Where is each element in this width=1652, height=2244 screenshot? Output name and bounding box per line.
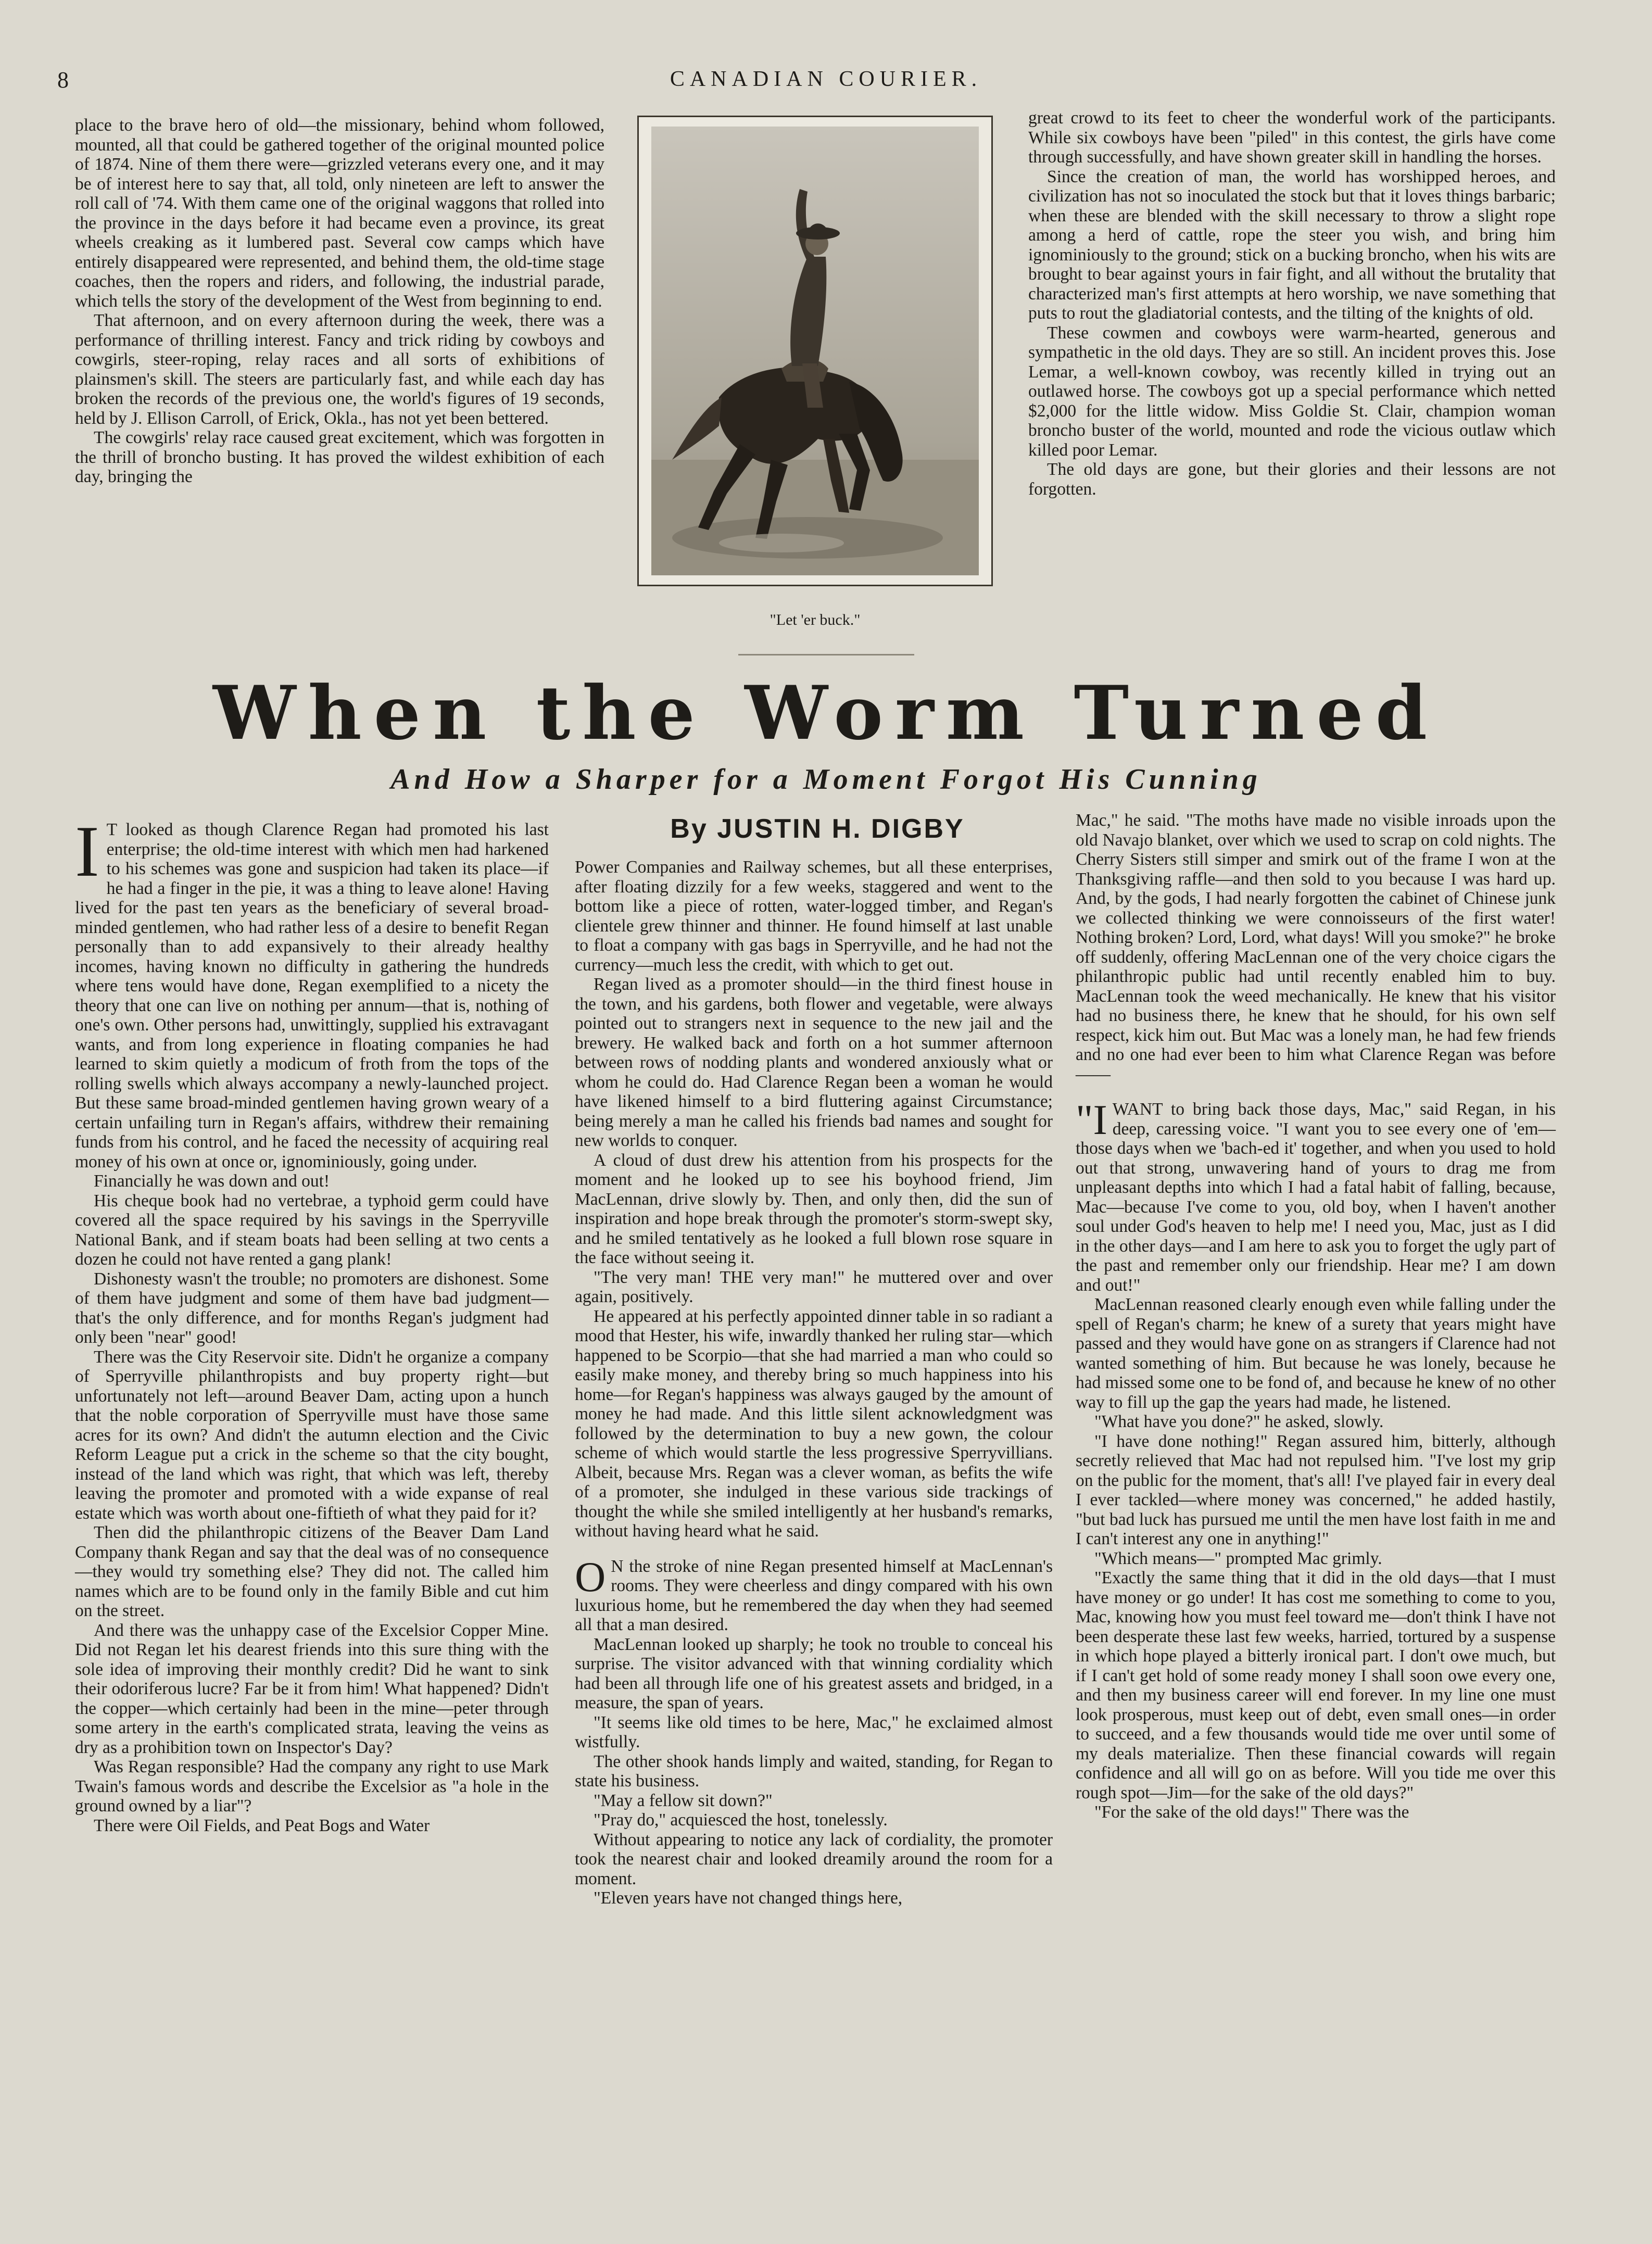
story-paragraph: There was the City Reservoir site. Didn't he organize a company of Sperryville philanthropists and buy property right—but unfortunately not left—around Beaver Dam, acting upon a hunch that the noble corporation of Sperryville must have those same acres for its own? And didn't the autumn election and the Civic Reform League put a crick in the scheme so that the city bought, instead of the land which was right, that which was left, thereby leaving the promoter and promoted with a wide expanse of real estate which was worth about one-fiftieth of what they paid for it? xyxy=(75,1347,549,1523)
article-paragraph: place to the brave hero of old—the missionary, behind whom followed, mounted, all that could be gathered together of the original mounted police of 1874. Nine of them there were—grizzled veterans every one, and it may be of interest here to say that, all told, only nineteen are left to answer the roll call of '74. With them came one of the original waggons that rolled into the province in the days before it had became even a province, its great wheels creaking as it lumbered past. Several cow camps which have entirely disappeared were represented, and behind them, the old-time stage coaches, then the ropers and riders, and following, the industrial parade, which tells the story of the development of the West from beginning to end. xyxy=(75,116,604,311)
top-right-article-column xyxy=(1028,108,1556,499)
bronco-rider-illustration xyxy=(651,127,979,575)
article-paragraph: great crowd to its feet to cheer the wonderful work of the participants. While six cowboys have been "piled" in this contest, the girls have come through successfully, and have shown greater skill in handling the horses. xyxy=(1028,108,1556,167)
paragraph-text: WANT to bring back those days, Mac," said Regan, in his deep, caressing voice. "I want you to see every one of 'em—those days when we 'bach-ed it' together, and when you used to hold out that strong, unwavering hand of yours to drag me from unpleasant depths into which I had a fatal habit of falling, because, Mac—because I've come to you, old boy, when I haven't another soul under God's heaven to help me! I need you, Mac, just as I did in the other days—and I am here to ask you to forget the ugly part of the past and remember only our friendship. Hear me? I am down and out!" xyxy=(1076,1100,1556,1295)
story-paragraph: Without appearing to notice any lack of cordiality, the promoter took the nearest chair and looked dreamily around the room for a moment. xyxy=(575,1830,1053,1888)
story-paragraph: Dishonesty wasn't the trouble; no promoters are dishonest. Some of them have judgment and some of them have bad judgment—that's the only difference, and for months Regan's judgment had only been "near" good! xyxy=(75,1269,549,1347)
story-paragraph: "The very man! THE very man!" he muttered over and over again, positively. xyxy=(575,1267,1053,1306)
story-paragraph: MacLennan looked up sharply; he took no trouble to conceal his surprise. The visitor advanced with that winning cordiality which had been all through life one of his greatest assets and bridged, in a measure, the span of years. xyxy=(575,1634,1053,1712)
story-title: When the Worm Turned xyxy=(212,670,1440,757)
article-paragraph: That afternoon, and on every afternoon during the week, there was a performance of thrilling interest. Fancy and trick riding by cowboys and cowgirls, steer-roping, relay races and all sorts of exhibitions of plainsmen's skill. The steers are particularly fast, and while each day has broken the records of the previous one, the world's figures of 19 seconds, held by J. Ellison Carroll, of Erick, Okla., has not yet been bettered. xyxy=(75,311,604,428)
paragraph-text: T looked as though Clarence Regan had promoted his last enterprise; the old-time interest with which men had harkened to his schemes was gone and suspicion had taken its place—if he had a finger in the pie, it was a thing to leave alone! Having lived for the past ten years as the beneficiary of several broad-minded gentlemen, who had rather less of a desire to benefit Regan personally than to add expansively to their already healthy incomes, having known no difficulty in gathering the hundreds where tens would have done, Regan exemplified to a nicety the theory that one can live on nothing per annum—that is, nothing of one's own. Other persons had, unwittingly, supplied his extravagant wants, and from long experience in floating companies he had learned to skim quietly a modicum of froth from the tops of the rolling swells which always accompany a newly-launched project. But these same broad-minded gentlemen having grown weary of a certain unfailing turn in Regan's affairs, withdrew their remaining funds from his control, and he faced the necessity of acquiring real money of his own at once or, ignominiously, going under. xyxy=(75,820,549,1171)
story-paragraph: "May a fellow sit down?" xyxy=(594,1791,773,1810)
story-paragraph: And there was the unhappy case of the Excelsior Copper Mine. Did not Regan let his dearest friends into this sure thing with the sole idea of improving their monthly credit? Did he want to sink their odoriferous lucre? Far be it from him! What happened? Didn't the copper—which certainly had been in the mine—peter through some artery in the earth's complicated strata, leaving the veins as dry as a prohibition town on Inspector's Day? xyxy=(75,1620,549,1757)
bucking-horse-photo xyxy=(637,116,993,586)
story-paragraph: There were Oil Fields, and Peat Bogs and Water xyxy=(94,1816,430,1835)
story-paragraph: Regan lived as a promoter should—in the third finest house in the town, and his gardens, both flower and vegetable, were always pointed out to strangers next in sequence to the new jail and the brewery. He walked back and forth on a hot summer afternoon between rows of nodding plants and wondered anxiously what or whom he could do. Had Clarence Regan been a woman he would have likened himself to a bird fluttering against Circumstance; being merely a man he called his friends bad names and sought for new worlds to conquer. xyxy=(575,975,1053,1150)
paragraph-text: N the stroke of nine Regan presented himself at MacLennan's rooms. They were cheerless and dingy compared with his own luxurious home, but he remembered the day when they had seemed all that a man desired. xyxy=(575,1556,1053,1634)
story-paragraph: Mac," he said. "The moths have made no visible inroads upon the old Navajo blanket, over which we used to scrap on cold nights. The Cherry Sisters still simper and smirk out of the frame I won at the Thanksgiving raffle—and then sold to you because I was hard up. And, by the gods, I had nearly forgotten the cabinet of Chinese junk we collected thinking we were connoisseurs of the first water! Nothing broken? Lord, Lord, what days! Will you smoke?" he broke off suddenly, offering MacLennan one of the very choice cigars the philanthropic public had until recently enabled him to buy. MacLennan took the weed mechanically. He knew that his visitor had no business there, he knew that he should, for his own self respect, kick him out. But Mac was a lonely man, he had few friends and no one had ever been to him what Clarence Regan was before—— xyxy=(1076,811,1556,1084)
article-paragraph: Since the creation of man, the world has worshipped heroes, and civilization has not so inoculated the stock but that it loves things barbaric; when these are blended with the skill necessary to throw a slight rope among a herd of cattle, rope the steer you wish, and bring him ignominiously to the ground; stick on a bucking broncho, when his wits are brought to bear against yours in fair fight, and all without the brutality that characterized man's first attempts at hero worship, we nave something that puts to rout the gladiatorial contests, and the tilting of the knights of old. xyxy=(1028,167,1556,323)
section-break xyxy=(1076,1084,1556,1100)
story-column-1 xyxy=(75,811,549,1835)
story-paragraph: "Exactly the same thing that it did in the old days—that I must have money or go under! It has cost me something to come to you, Mac, knowing how you must feel toward me—don't think I have not been desperate these last few weeks, harried, tortured by a suspense in which hope played a bitterly ironical part. I don't owe much, but if I can't get hold of some ready money I shall soon owe every one, and then my business career will end forever. In my line one must look prosperous, must keep out of debt, even small ones—in order to succeed, and a few thousands would tide me over until some of my deals materialize. Then these financial cowards will regain confidence and all will go on as before. Will you tide me over this rough spot—Jim—for the sake of the old days?" xyxy=(1076,1568,1556,1802)
section-divider xyxy=(738,654,914,655)
story-paragraph: "I have done nothing!" Regan assured him, bitterly, although secretly relieved that Mac had not repulsed him. "I've lost my grip on the public for the moment, that's all! I've played fair in every deal I ever tackled—where money was concerned," he added hastily, "but bad luck has pursued me until the men have lost faith in me and I can't interest any one in anything!" xyxy=(1076,1431,1556,1548)
section-opening-paragraph xyxy=(575,1553,1053,1635)
story-paragraph: "For the sake of the old days!" There was the xyxy=(1094,1802,1409,1822)
story-paragraph: A cloud of dust drew his attention from his prospects for the moment and he looked up to see his boyhood friend, Jim MacLennan, drive slowly by. Then, and only then, did the sun of inspiration and hope break through the promoter's storm-swept sky, and he smiled tentatively as he looked a full blown rose square in the face without seeing it. xyxy=(575,1150,1053,1267)
story-subtitle: And How a Sharper for a Moment Forgot His Cunning xyxy=(390,763,1262,796)
story-paragraph: "Eleven years have not changed things here, xyxy=(594,1888,903,1908)
story-column-3 xyxy=(1076,811,1556,1822)
story-paragraph: "What have you done?" he asked, slowly. xyxy=(1094,1412,1384,1431)
story-paragraph: Then did the philanthropic citizens of the Beaver Dam Land Company thank Regan and say that the deal was of no consequence—they would try something else? They did not. The called him names which are to be found only in the family Bible and cut him on the street. xyxy=(75,1523,549,1620)
story-paragraph: Financially he was down and out! xyxy=(94,1171,330,1191)
drop-cap: I xyxy=(75,811,99,892)
story-paragraph: Was Regan responsible? Had the company any right to use Mark Twain's famous words and describe the Excelsior as "a hole in the ground owned by a liar"? xyxy=(75,1757,549,1816)
story-paragraph: "Pray do," acquiesced the host, tonelessly. xyxy=(594,1810,888,1830)
story-paragraph: The other shook hands limply and waited, standing, for Regan to state his business. xyxy=(575,1751,1053,1791)
article-paragraph: These cowmen and cowboys were warm-hearted, generous and sympathetic in the old days. They are so still. An incident proves this. Jose Lemar, a well-known cowboy, was recently killed in trying out an outlawed horse. The cowboys got up a special performance which netted $2,000 for the little widow. Miss Goldie St. Clair, champion woman broncho buster of the world, mounted and rode the vicious outlaw which killed poor Lemar. xyxy=(1028,323,1556,460)
article-paragraph: The old days are gone, but their glories and their lessons are not forgotten. xyxy=(1028,460,1556,499)
drop-cap: "I xyxy=(1076,1096,1107,1143)
story-paragraph: He appeared at his perfectly appointed dinner table in so radiant a mood that Hester, his wife, inwardly thanked her ruling star—which happened to be Scorpio—that she had married a man who could so easily make money, and thereby bring so much happiness into his home—for Regan's happiness was always gauged by the amount of money he had made. And this little silent acknowledgment was followed by the determination to buy a new gown, the colour scheme of which would startle the less progressive Sperryvillians. Albeit, because Mrs. Regan was a clever woman, as befits the wife of a promoter, she indulged in these various side trackings of thought the while she smiled intelligently at her husband's remarks, without having heard what he said. xyxy=(575,1306,1053,1541)
story-paragraph: His cheque book had no vertebrae, a typhoid germ could have covered all the space required by his savings in the Sperryville National Bank, and if steam boats had been selling at two cents a dozen he could not have rented a gang plank! xyxy=(75,1191,549,1269)
story-paragraph: "Which means—" prompted Mac grimly. xyxy=(1094,1548,1382,1568)
story-paragraph: "It seems like old times to be here, Mac," he exclaimed almost wistfully. xyxy=(575,1712,1053,1751)
story-byline: By JUSTIN H. DIGBY xyxy=(670,814,965,844)
section-break xyxy=(575,1541,1053,1557)
photo-caption: "Let 'er buck." xyxy=(770,611,861,628)
article-paragraph: The cowgirls' relay race caused great excitement, which was forgotten in the thrill of broncho busting. It has proved the wildest exhibition of each day, bringing the xyxy=(75,428,604,486)
story-paragraph: Power Companies and Railway schemes, but all these enterprises, after floating dizzily for a few weeks, staggered and went to the bottom like a piece of rotten, water-logged timber, and Regan's clientele grew thinner and thinner. He found himself at last unable to float a company with gas bags in Sperryville, and he had not the currency—much less the credit, with which to get out. xyxy=(575,858,1053,975)
story-opening-paragraph xyxy=(75,811,549,1171)
running-head: CANADIAN COURIER. xyxy=(670,67,982,91)
top-left-article-column xyxy=(75,116,604,487)
page-number: 8 xyxy=(57,67,69,93)
story-paragraph: MacLennan reasoned clearly enough even while falling under the spell of Regan's charm; he knew of a surety that years might have passed and they would have gone on as strangers if Clarence had not wanted something of him. But because he was lonely, because he had missed some one to be fond of, and because he knew of no other way to fill up the gap the years had made, he listened. xyxy=(1076,1295,1556,1412)
drop-cap: O xyxy=(575,1553,606,1600)
story-column-2 xyxy=(575,858,1053,1908)
section-opening-paragraph xyxy=(1076,1096,1556,1295)
